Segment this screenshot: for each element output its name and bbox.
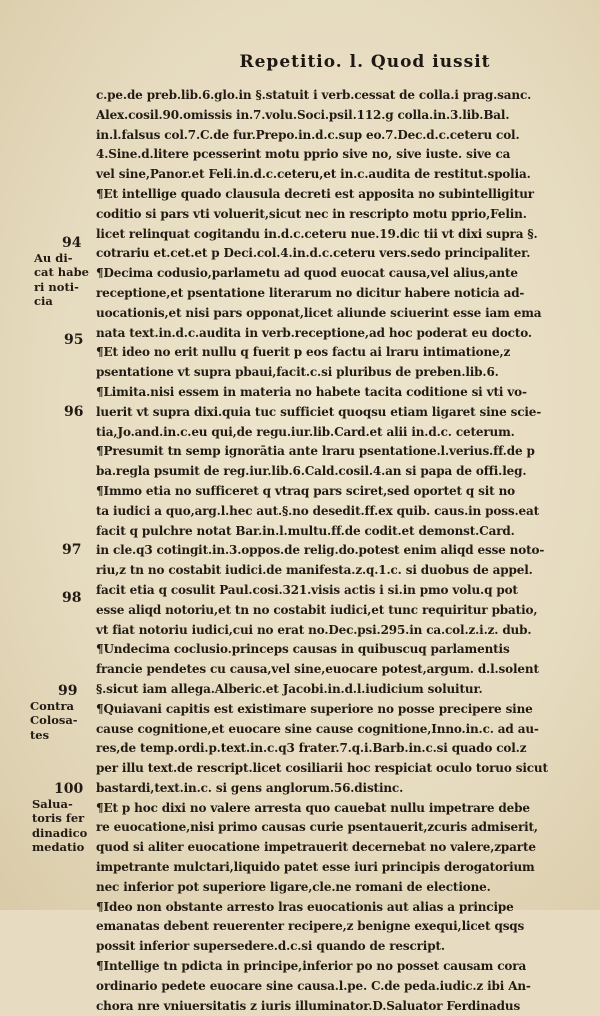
margin-note-99 xyxy=(30,684,78,742)
margin-line: Contra xyxy=(30,698,75,713)
margin-line: cia xyxy=(34,294,53,308)
text-line: impetrante mulctari,liquido patet esse iuri principis derogatorium xyxy=(96,860,535,875)
margin-number-97: 97 xyxy=(62,542,82,558)
text-line: quod si aliter euocatione impetrauerit decernebat no valere,zparte xyxy=(96,840,536,855)
text-line: Alex.cosil.90.omissis in.7.volu.Soci.psil.112.g colla.in.3.lib.Bal. xyxy=(96,107,510,122)
text-line: esse aliqd notoriu,et tn no costabit iudici,et tunc requiritur pbatio, xyxy=(96,602,538,617)
text-line: ¶Et ideo no erit nullu q fuerit p eos factu ai lraru intimatione,z xyxy=(96,345,511,360)
margin-number: 99 xyxy=(58,683,78,699)
text-line: facit etia q cosulit Paul.cosi.321.visis actis i si.in pmo volu.q pot xyxy=(96,582,518,597)
margin-line: medatio xyxy=(32,840,85,854)
margin-line: ri noti- xyxy=(34,279,79,294)
margin-number-96: 96 xyxy=(64,404,84,420)
text-line: ¶Presumit tn semp ignorātia ante lraru psentatione.l.verius.ff.de p xyxy=(96,444,535,459)
text-line: §.sicut iam allega.Alberic.et Jacobi.in.d.l.iudicium soluitur. xyxy=(96,681,483,696)
text-line: ¶Intellige tn pdicta in principe,inferior po no posset causam cora xyxy=(96,959,527,974)
text-line: bastardi,text.in.c. si gens anglorum.56.distinc. xyxy=(96,780,404,795)
text-line: ordinario pedete euocare sine causa.l.pe. C.de peda.iudic.z ibi An- xyxy=(96,978,531,993)
margin-line: Colosa- xyxy=(30,713,78,727)
text-line: uocationis,et nisi pars opponat,licet aliunde sciuerint esse iam ema xyxy=(96,305,542,320)
text-line: psentatione vt supra pbaui,facit.c.si pluribus de preben.lib.6. xyxy=(96,365,499,380)
text-line: cause cognitione,et euocare sine cause cognitione,Inno.in.c. ad au- xyxy=(96,721,539,736)
margin-number: 100 xyxy=(54,781,84,797)
margin-number-98: 98 xyxy=(62,590,82,606)
margin-note-94 xyxy=(34,236,89,309)
margin-line: Salua- xyxy=(32,796,73,811)
text-line: cotrariu et.cet.et p Deci.col.4.in.d.c.ceteru vers.sedo principaliter. xyxy=(96,246,531,261)
text-line: c.pe.de preb.lib.6.glo.in §.statuit i verb.cessat de colla.i prag.sanc. xyxy=(96,88,532,102)
text-line: nec inferior pot superiore ligare,cle.ne romani de electione. xyxy=(96,879,491,894)
text-line: in cle.q3 cotingit.in.3.oppos.de relig.do.potest enim aliqd esse noto- xyxy=(96,543,545,558)
margin-number: 94 xyxy=(62,235,82,251)
text-line: vel sine,Panor.et Feli.in.d.c.ceteru,et in.c.audita de restitut.spolia. xyxy=(96,167,531,182)
text-line: licet relinquat cogitandu in.d.c.ceteru nue.19.dic tii vt dixi supra §. xyxy=(96,226,538,241)
text-line: ¶Undecima coclusio.princeps causas in quibuscuq parlamentis xyxy=(96,642,510,657)
text-line: nata text.in.d.c.audita in verb.receptione,ad hoc poderat eu docto. xyxy=(96,325,532,340)
margin-line: cat habe xyxy=(34,265,89,279)
text-column xyxy=(96,86,570,1016)
text-line: coditio si pars vti voluerit,sicut nec in rescripto motu pprio,Felin. xyxy=(96,206,527,221)
text-line: tia,Jo.and.in.c.eu qui,de regu.iur.lib.Card.et alii in.d.c. ceterum. xyxy=(96,424,515,439)
text-line: facit q pulchre notat Bar.in.l.multu.ff.de codit.et demonst.Card. xyxy=(96,523,515,538)
text-line: ¶Limita.nisi essem in materia no habete tacita coditione si vti vo- xyxy=(96,384,527,399)
text-line: possit inferior supersedere.d.c.si quando de rescript. xyxy=(96,939,445,954)
text-line: vt fiat notoriu iudici,cui no erat no.Dec.psi.295.in ca.col.z.i.z. dub. xyxy=(96,622,532,637)
text-line: ba.regla psumit de reg.iur.lib.6.Cald.cosil.4.an si papa de offi.leg. xyxy=(96,464,527,479)
text-line: ¶Quiavani capitis est existimare superiore no posse precipere sine xyxy=(96,701,533,716)
margin-note-100 xyxy=(32,782,87,855)
text-line: in.l.falsus col.7.C.de fur.Prepo.in.d.c.sup eo.7.Dec.d.c.ceteru col. xyxy=(96,127,520,142)
text-line: ¶Et intellige quado clausula decreti est apposita no subintelligitur xyxy=(96,186,534,201)
text-line: re euocatione,nisi primo causas curie psentauerit,zcuris admiserit, xyxy=(96,820,538,835)
margin-line: Au di- xyxy=(34,250,73,265)
margin-number-95: 95 xyxy=(64,332,84,348)
text-line: ¶Et p hoc dixi no valere arresta quo cauebat nullu impetrare debe xyxy=(96,800,530,815)
text-line: emanatas debent reuerenter recipere,z benigne exequi,licet qsqs xyxy=(96,919,525,934)
header-title: Repetitio. l. Quod iussit xyxy=(239,52,491,72)
margin-line: tes xyxy=(30,727,50,742)
text-line: luerit vt supra dixi.quia tuc sufficiet quoqsu etiam ligaret sine scie- xyxy=(96,404,542,419)
text-line: ta iudici a quo,arg.l.hec aut.§.no desedit.ff.ex quib. caus.in poss.eat xyxy=(96,503,539,518)
text-line: chora nre vniuersitatis z iuris illuminator.D.Saluator Ferdinadus xyxy=(96,998,521,1013)
margin-line: dinadico xyxy=(32,825,88,840)
text-line: ¶Immo etia no sufficeret q vtraq pars sciret,sed oportet q sit no xyxy=(96,483,516,498)
text-line: ¶Ideo non obstante arresto lras euocationis aut alias a principe xyxy=(96,899,514,914)
running-header xyxy=(0,52,600,72)
text-line: 4.Sine.d.litere pcesserint motu pprio sive no, sive iuste. sive ca xyxy=(96,147,511,162)
text-line: per illu text.de rescript.licet cosiliarii hoc respiciat oculo toruo sicut xyxy=(96,761,548,776)
text-line: receptione,et psentatione literarum no dicitur habere noticia ad- xyxy=(96,285,525,300)
text-line: res,de temp.ordi.p.text.in.c.q3 frater.7.q.i.Barb.in.c.si quado col.z xyxy=(96,741,527,756)
text-line: riu,z tn no costabit iudici.de manifesta.z.q.1.c. si duobus de appel. xyxy=(96,563,533,578)
text-line: francie pendetes cu causa,vel sine,euocare potest,argum. d.l.solent xyxy=(96,662,539,677)
text-line: ¶Decima codusio,parlametu ad quod euocat causa,vel alius,ante xyxy=(96,266,518,281)
margin-line: toris fer xyxy=(32,811,85,825)
